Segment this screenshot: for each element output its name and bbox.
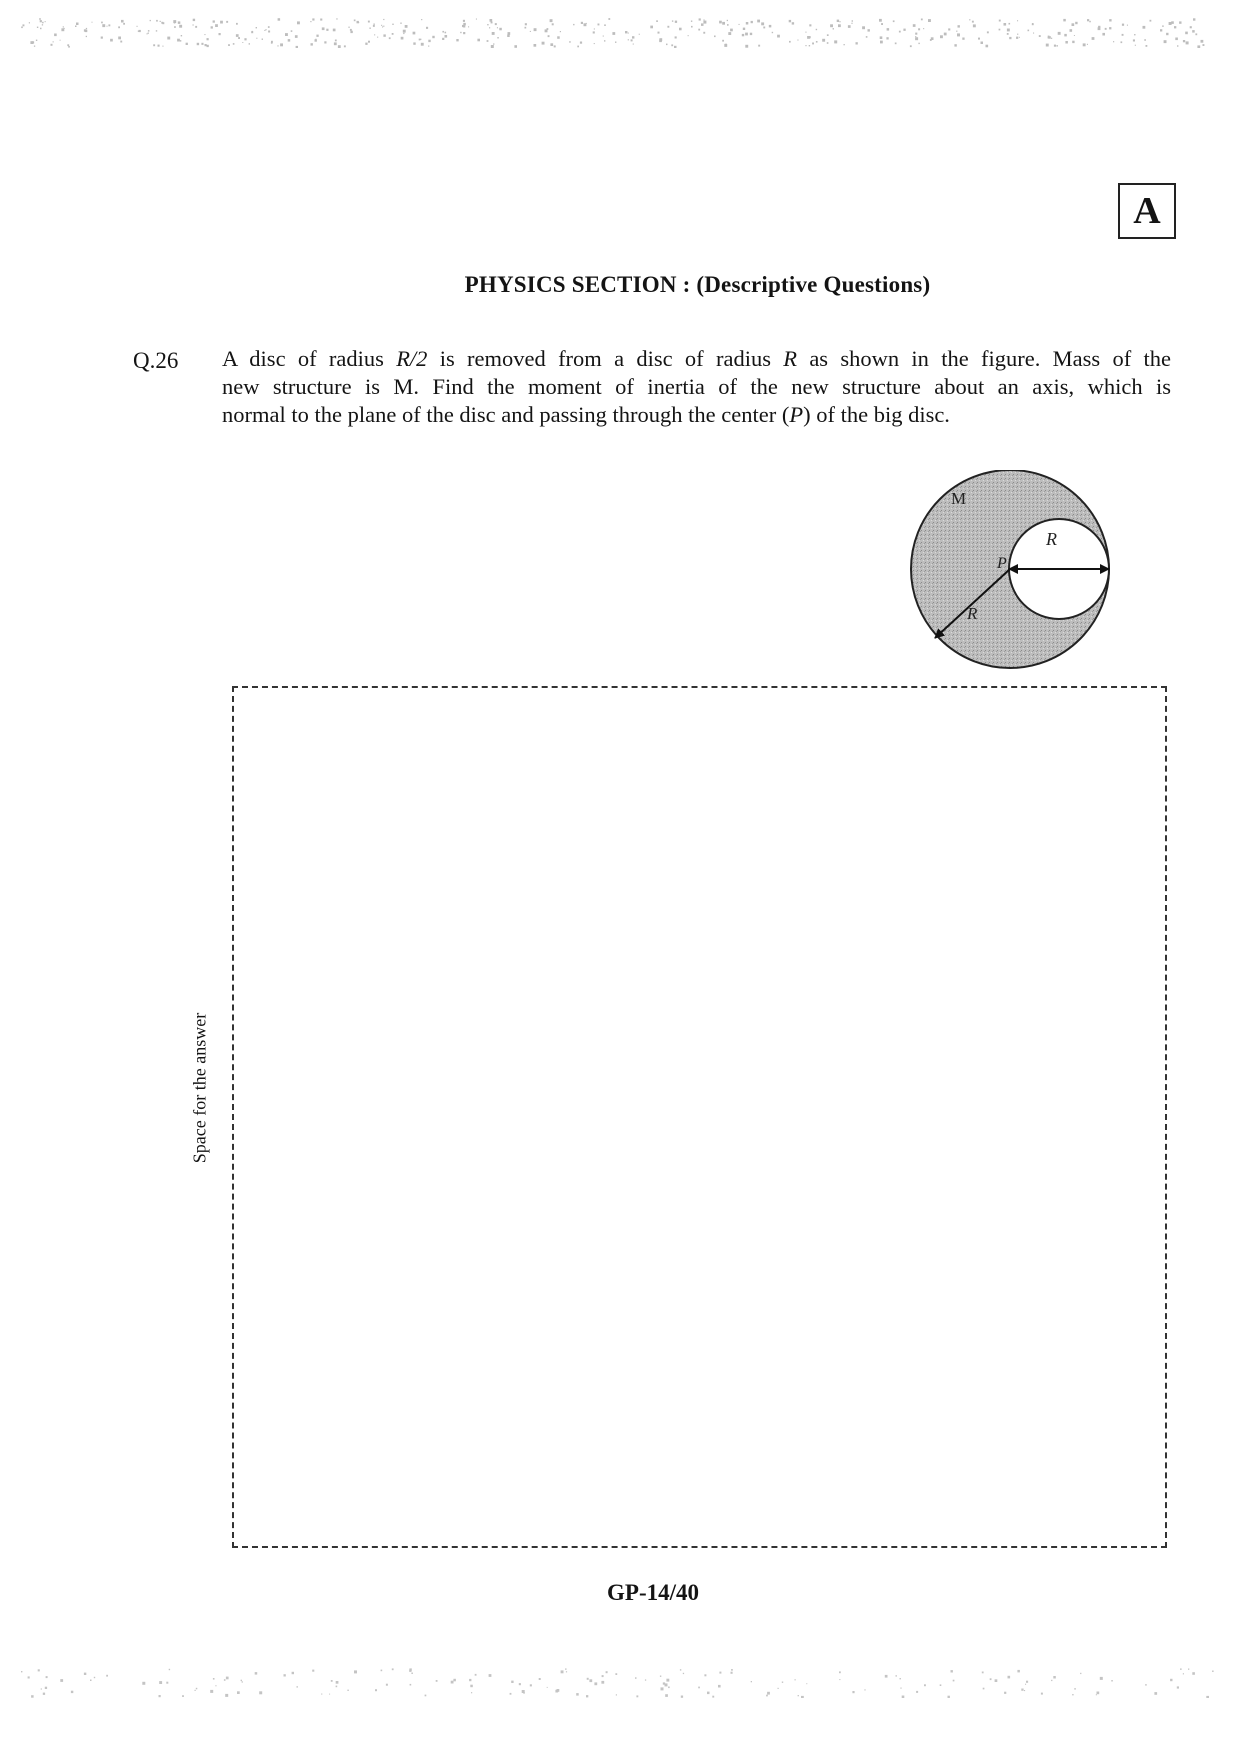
question-number: Q.26 bbox=[133, 348, 179, 373]
set-code: A bbox=[1133, 190, 1161, 232]
section-title: PHYSICS SECTION : (Descriptive Questions) bbox=[464, 272, 931, 297]
big-disc-radius-label: R bbox=[967, 604, 978, 623]
scan-noise-bottom bbox=[20, 1668, 1227, 1698]
question-line-3: normal to the plane of the disc and passing through the center (P) of the big disc. bbox=[222, 402, 950, 427]
question-text bbox=[222, 345, 1171, 429]
scan-noise-top bbox=[20, 18, 1227, 48]
question-line-2: new structure is M. Find the moment of inertia of the new structure about an axis, which is bbox=[222, 374, 1171, 399]
answer-space-label: Space for the answer bbox=[189, 1012, 210, 1164]
point-label: P bbox=[997, 555, 1007, 572]
disc-figure bbox=[905, 470, 1125, 680]
small-disc-diameter-label: R bbox=[1046, 529, 1057, 549]
question-line-1: A disc of radius R/2 is removed from a disc of radius R as shown in the figure. Mass of the bbox=[222, 346, 1171, 371]
mass-label: M bbox=[951, 489, 967, 508]
page-code: GP-14/40 bbox=[607, 1580, 699, 1605]
answer-space-box[interactable] bbox=[232, 686, 1167, 1548]
question-set-code-box bbox=[1118, 183, 1176, 239]
